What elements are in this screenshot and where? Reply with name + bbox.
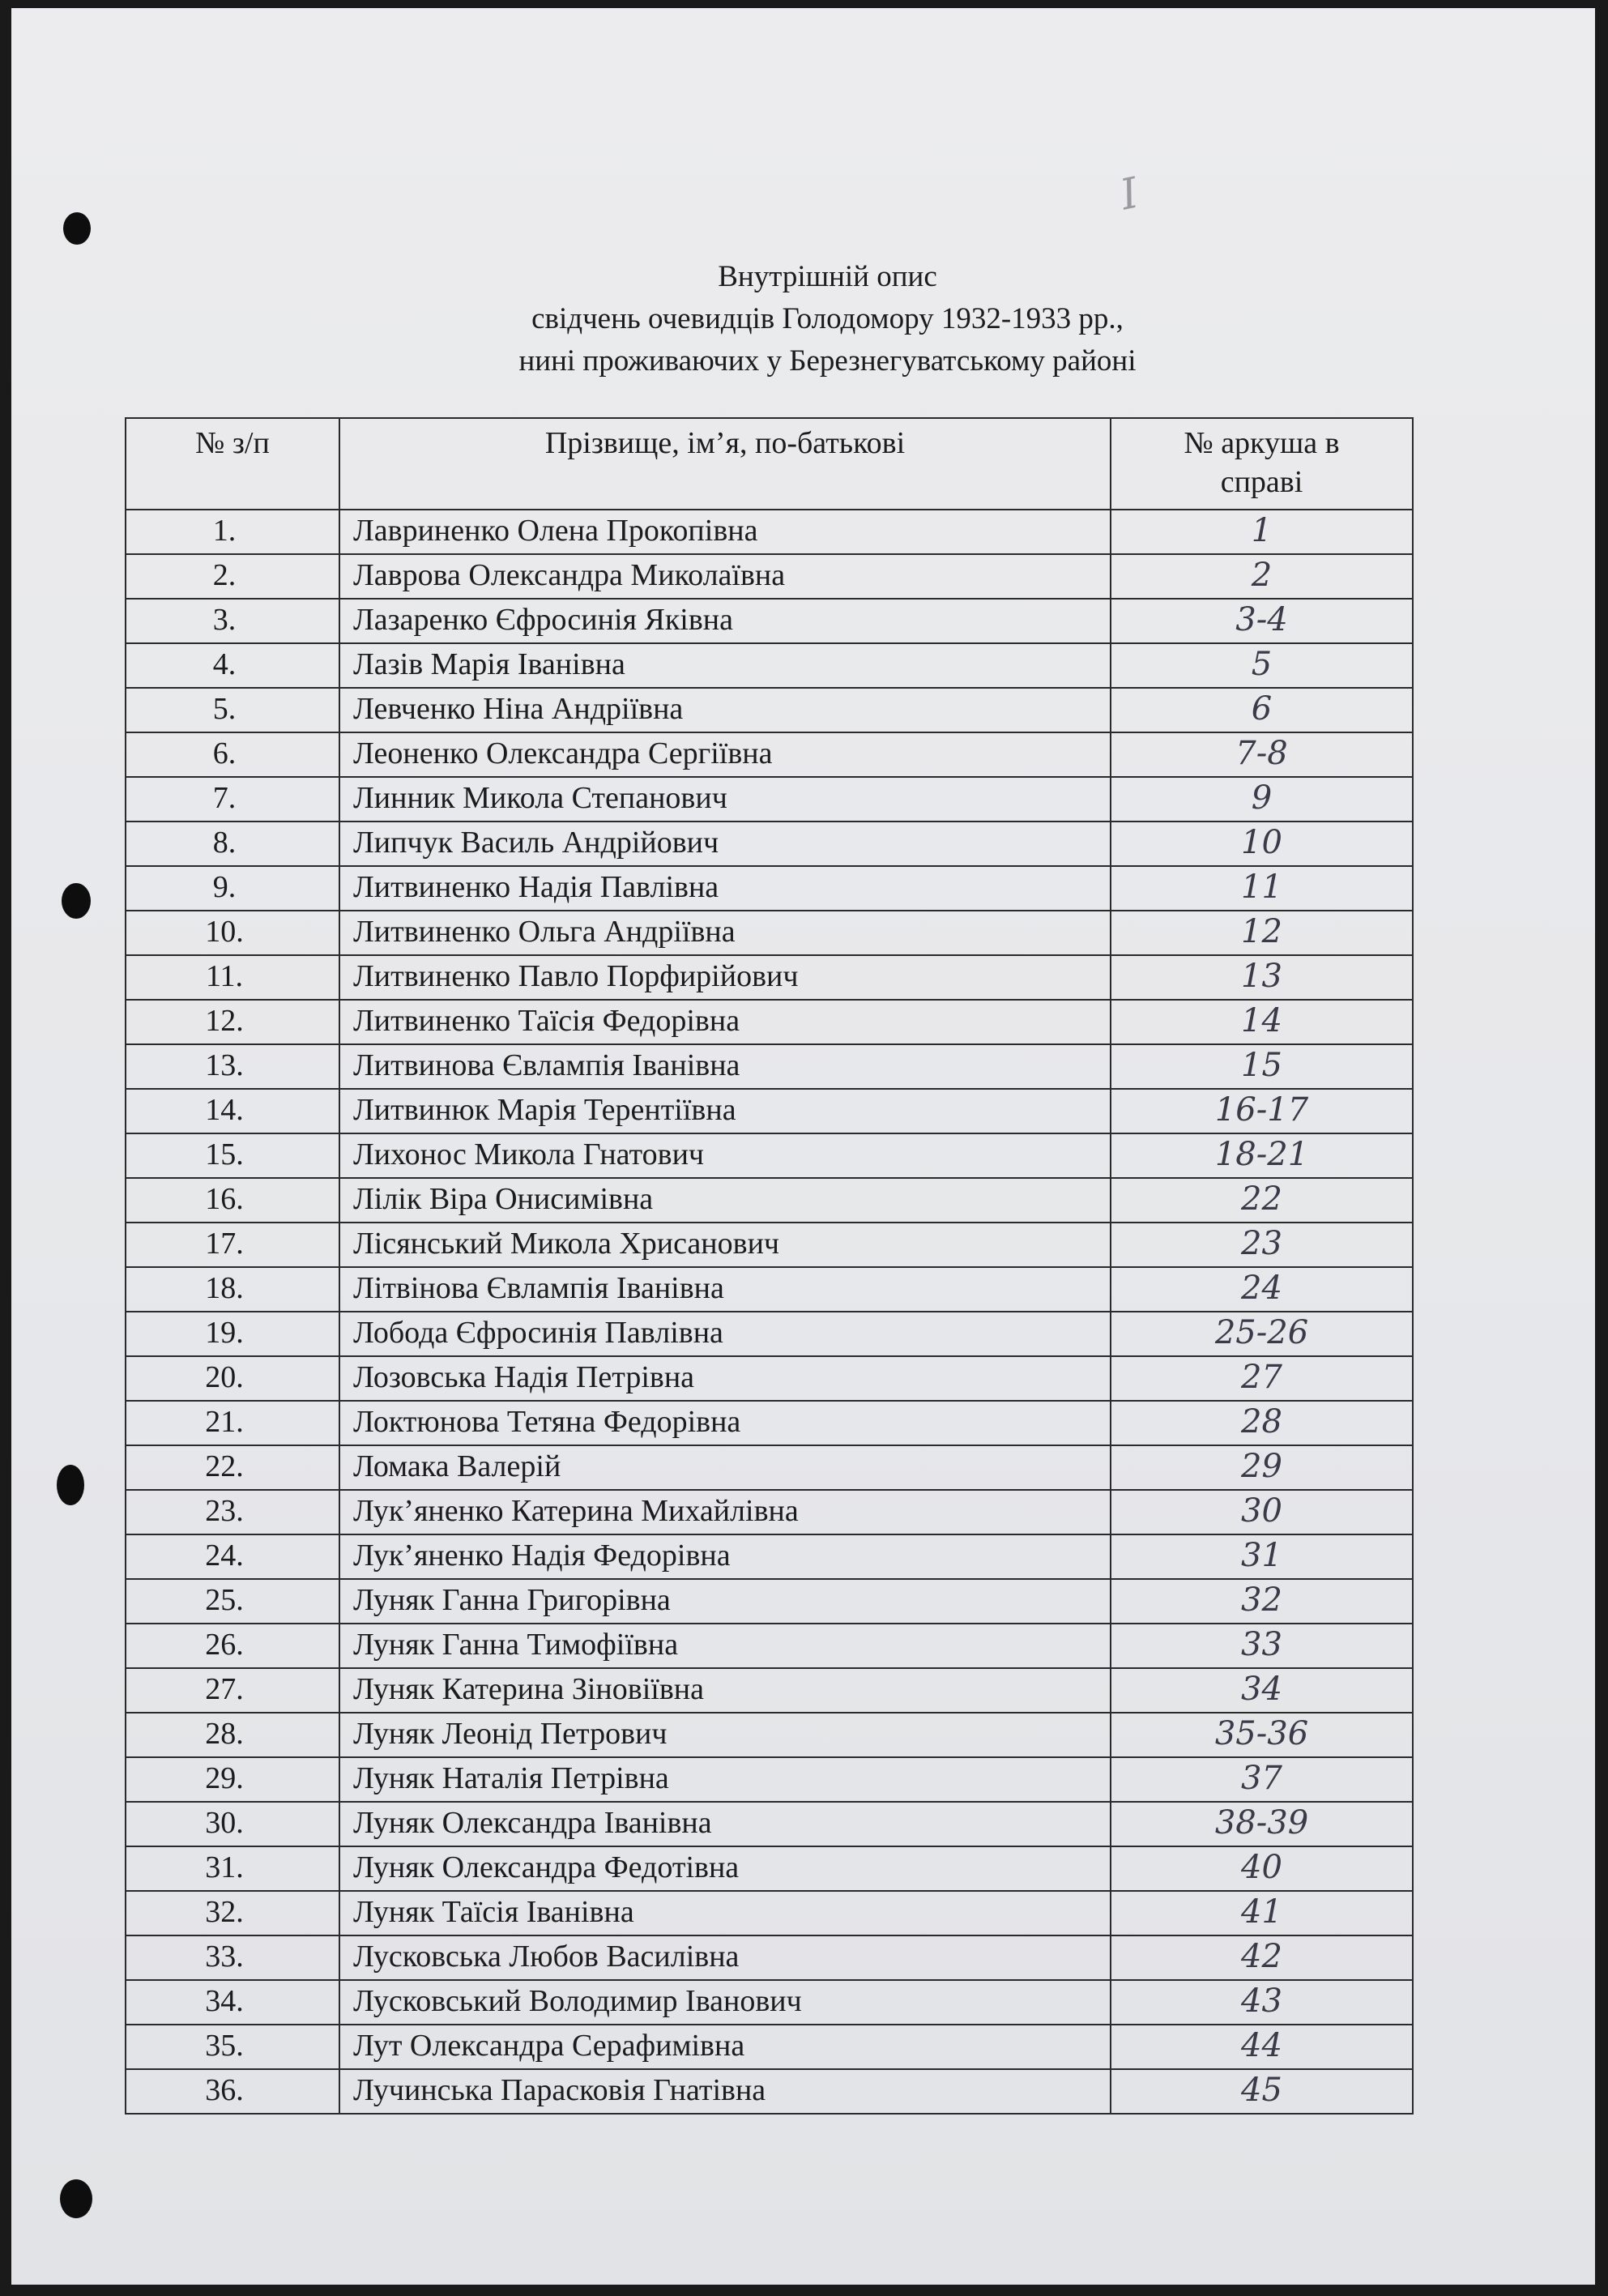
table-header-row xyxy=(126,418,1413,510)
row-number: 22. xyxy=(126,1445,339,1490)
row-number: 7. xyxy=(126,777,339,822)
table-row xyxy=(126,822,1413,866)
table-row xyxy=(126,955,1413,1000)
row-number: 9. xyxy=(126,866,339,911)
sheet-number: 5 xyxy=(1111,643,1413,688)
person-name: Литвинова Євлампія Іванівна xyxy=(339,1044,1111,1089)
sheet-number: 6 xyxy=(1111,688,1413,732)
person-name: Лісянський Микола Хрисанович xyxy=(339,1223,1111,1267)
row-number: 30. xyxy=(126,1802,339,1846)
person-name: Левченко Ніна Андріївна xyxy=(339,688,1111,732)
sheet-number: 15 xyxy=(1111,1044,1413,1089)
row-number: 15. xyxy=(126,1133,339,1178)
sheet-number: 29 xyxy=(1111,1445,1413,1490)
person-name: Лучинська Парасковія Гнатівна xyxy=(339,2069,1111,2114)
title-line-3: нині проживаючих у Березнегуватському районі xyxy=(518,344,1137,378)
person-name: Литвиненко Таїсія Федорівна xyxy=(339,1000,1111,1044)
sheet-number: 3-4 xyxy=(1111,599,1413,643)
sheet-number: 27 xyxy=(1111,1356,1413,1401)
table-row xyxy=(126,2069,1413,2114)
sheet-number: 43 xyxy=(1111,1980,1413,2025)
table-row xyxy=(126,911,1413,955)
person-name: Лусковська Любов Василівна xyxy=(339,1935,1111,1980)
sheet-number: 25-26 xyxy=(1111,1312,1413,1356)
row-number: 1. xyxy=(126,510,339,554)
row-number: 8. xyxy=(126,822,339,866)
row-number: 19. xyxy=(126,1312,339,1356)
table-row xyxy=(126,1044,1413,1089)
document-title xyxy=(11,256,1595,382)
row-number: 23. xyxy=(126,1490,339,1534)
person-name: Луняк Катерина Зіновіївна xyxy=(339,1668,1111,1713)
row-number: 13. xyxy=(126,1044,339,1089)
row-number: 34. xyxy=(126,1980,339,2025)
sheet-number: 24 xyxy=(1111,1267,1413,1312)
table-row xyxy=(126,1445,1413,1490)
table-row xyxy=(126,1713,1413,1757)
table-row xyxy=(126,1089,1413,1133)
table-row xyxy=(126,1490,1413,1534)
person-name: Линник Микола Степанович xyxy=(339,777,1111,822)
row-number: 33. xyxy=(126,1935,339,1980)
title-line-2: свідчень очевидців Голодомору 1932-1933 рр., xyxy=(531,302,1124,335)
person-name: Литвинюк Марія Терентіївна xyxy=(339,1089,1111,1133)
person-name: Лихонос Микола Гнатович xyxy=(339,1133,1111,1178)
person-name: Літвінова Євлампія Іванівна xyxy=(339,1267,1111,1312)
person-name: Луняк Олександра Федотівна xyxy=(339,1846,1111,1891)
row-number: 29. xyxy=(126,1757,339,1802)
table-row xyxy=(126,2025,1413,2069)
person-name: Литвиненко Ольга Андріївна xyxy=(339,911,1111,955)
sheet-number: 23 xyxy=(1111,1223,1413,1267)
row-number: 26. xyxy=(126,1624,339,1668)
person-name: Луняк Ганна Тимофіївна xyxy=(339,1624,1111,1668)
sheet-number: 41 xyxy=(1111,1891,1413,1935)
table-row xyxy=(126,1312,1413,1356)
table-row xyxy=(126,1624,1413,1668)
row-number: 25. xyxy=(126,1579,339,1624)
sheet-number: 11 xyxy=(1111,866,1413,911)
person-name: Лусковський Володимир Іванович xyxy=(339,1980,1111,2025)
title-line-1: Внутрішній опис xyxy=(718,260,937,293)
person-name: Лут Олександра Серафимівна xyxy=(339,2025,1111,2069)
table-row xyxy=(126,1401,1413,1445)
row-number: 27. xyxy=(126,1668,339,1713)
person-name: Литвиненко Надія Павлівна xyxy=(339,866,1111,911)
table-row xyxy=(126,1178,1413,1223)
sheet-number: 7-8 xyxy=(1111,732,1413,777)
row-number: 31. xyxy=(126,1846,339,1891)
person-name: Лук’яненко Надія Федорівна xyxy=(339,1534,1111,1579)
table-row xyxy=(126,732,1413,777)
person-name: Липчук Василь Андрійович xyxy=(339,822,1111,866)
table-row xyxy=(126,688,1413,732)
table-row xyxy=(126,1267,1413,1312)
row-number: 4. xyxy=(126,643,339,688)
person-name: Луняк Ганна Григорівна xyxy=(339,1579,1111,1624)
person-name: Леоненко Олександра Сергіївна xyxy=(339,732,1111,777)
row-number: 14. xyxy=(126,1089,339,1133)
row-number: 6. xyxy=(126,732,339,777)
table-row xyxy=(126,1980,1413,2025)
punch-hole xyxy=(62,883,91,919)
person-name: Лук’яненко Катерина Михайлівна xyxy=(339,1490,1111,1534)
punch-hole xyxy=(63,212,91,245)
person-name: Ломака Валерій xyxy=(339,1445,1111,1490)
row-number: 24. xyxy=(126,1534,339,1579)
person-name: Луняк Таїсія Іванівна xyxy=(339,1891,1111,1935)
person-name: Локтюнова Тетяна Федорівна xyxy=(339,1401,1111,1445)
row-number: 36. xyxy=(126,2069,339,2114)
sheet-number: 13 xyxy=(1111,955,1413,1000)
punch-hole xyxy=(57,1465,84,1505)
sheet-number: 22 xyxy=(1111,1178,1413,1223)
row-number: 32. xyxy=(126,1891,339,1935)
person-name: Луняк Леонід Петрович xyxy=(339,1713,1111,1757)
table-row xyxy=(126,554,1413,599)
sheet-number: 14 xyxy=(1111,1000,1413,1044)
table-row xyxy=(126,1356,1413,1401)
table-row xyxy=(126,643,1413,688)
sheet-number: 30 xyxy=(1111,1490,1413,1534)
row-number: 10. xyxy=(126,911,339,955)
row-number: 16. xyxy=(126,1178,339,1223)
sheet-number: 45 xyxy=(1111,2069,1413,2114)
sheet-number: 40 xyxy=(1111,1846,1413,1891)
sheet-number: 16-17 xyxy=(1111,1089,1413,1133)
punch-hole xyxy=(60,2179,92,2218)
table-row xyxy=(126,866,1413,911)
sheet-number: 33 xyxy=(1111,1624,1413,1668)
person-name: Лаврова Олександра Миколаївна xyxy=(339,554,1111,599)
sheet-number: 42 xyxy=(1111,1935,1413,1980)
sheet-number: 12 xyxy=(1111,911,1413,955)
person-name: Лазів Марія Іванівна xyxy=(339,643,1111,688)
row-number: 28. xyxy=(126,1713,339,1757)
person-name: Лазаренко Єфросинія Яківна xyxy=(339,599,1111,643)
row-number: 2. xyxy=(126,554,339,599)
person-name: Лобода Єфросинія Павлівна xyxy=(339,1312,1111,1356)
page-mark: I xyxy=(1115,169,1143,220)
row-number: 12. xyxy=(126,1000,339,1044)
table-row xyxy=(126,1891,1413,1935)
header-sheet-number: № аркуша в справі xyxy=(1111,418,1413,510)
table-row xyxy=(126,1133,1413,1178)
sheet-number: 28 xyxy=(1111,1401,1413,1445)
table-row xyxy=(126,1935,1413,1980)
sheet-number: 9 xyxy=(1111,777,1413,822)
sheet-number: 1 xyxy=(1111,510,1413,554)
person-name: Лозовська Надія Петрівна xyxy=(339,1356,1111,1401)
inventory-table xyxy=(125,417,1414,2115)
table-row xyxy=(126,777,1413,822)
table-row xyxy=(126,599,1413,643)
person-name: Луняк Наталія Петрівна xyxy=(339,1757,1111,1802)
table-row xyxy=(126,1579,1413,1624)
sheet-number: 38-39 xyxy=(1111,1802,1413,1846)
document-page xyxy=(11,8,1595,2285)
sheet-number: 31 xyxy=(1111,1534,1413,1579)
row-number: 21. xyxy=(126,1401,339,1445)
person-name: Лілік Віра Онисимівна xyxy=(339,1178,1111,1223)
sheet-number: 2 xyxy=(1111,554,1413,599)
table-row xyxy=(126,510,1413,554)
person-name: Литвиненко Павло Порфирійович xyxy=(339,955,1111,1000)
sheet-number: 37 xyxy=(1111,1757,1413,1802)
sheet-number: 10 xyxy=(1111,822,1413,866)
row-number: 17. xyxy=(126,1223,339,1267)
row-number: 18. xyxy=(126,1267,339,1312)
sheet-number: 32 xyxy=(1111,1579,1413,1624)
sheet-number: 35-36 xyxy=(1111,1713,1413,1757)
sheet-number: 18-21 xyxy=(1111,1133,1413,1178)
header-full-name: Прізвище, ім’я, по-батькові xyxy=(339,418,1111,510)
table-row xyxy=(126,1534,1413,1579)
person-name: Лавриненко Олена Прокопівна xyxy=(339,510,1111,554)
row-number: 3. xyxy=(126,599,339,643)
row-number: 20. xyxy=(126,1356,339,1401)
table-row xyxy=(126,1000,1413,1044)
table-row xyxy=(126,1802,1413,1846)
sheet-number: 34 xyxy=(1111,1668,1413,1713)
table-row xyxy=(126,1223,1413,1267)
table-row xyxy=(126,1757,1413,1802)
row-number: 35. xyxy=(126,2025,339,2069)
row-number: 11. xyxy=(126,955,339,1000)
person-name: Луняк Олександра Іванівна xyxy=(339,1802,1111,1846)
header-number: № з/п xyxy=(126,418,339,510)
sheet-number: 44 xyxy=(1111,2025,1413,2069)
row-number: 5. xyxy=(126,688,339,732)
table-row xyxy=(126,1846,1413,1891)
table-row xyxy=(126,1668,1413,1713)
